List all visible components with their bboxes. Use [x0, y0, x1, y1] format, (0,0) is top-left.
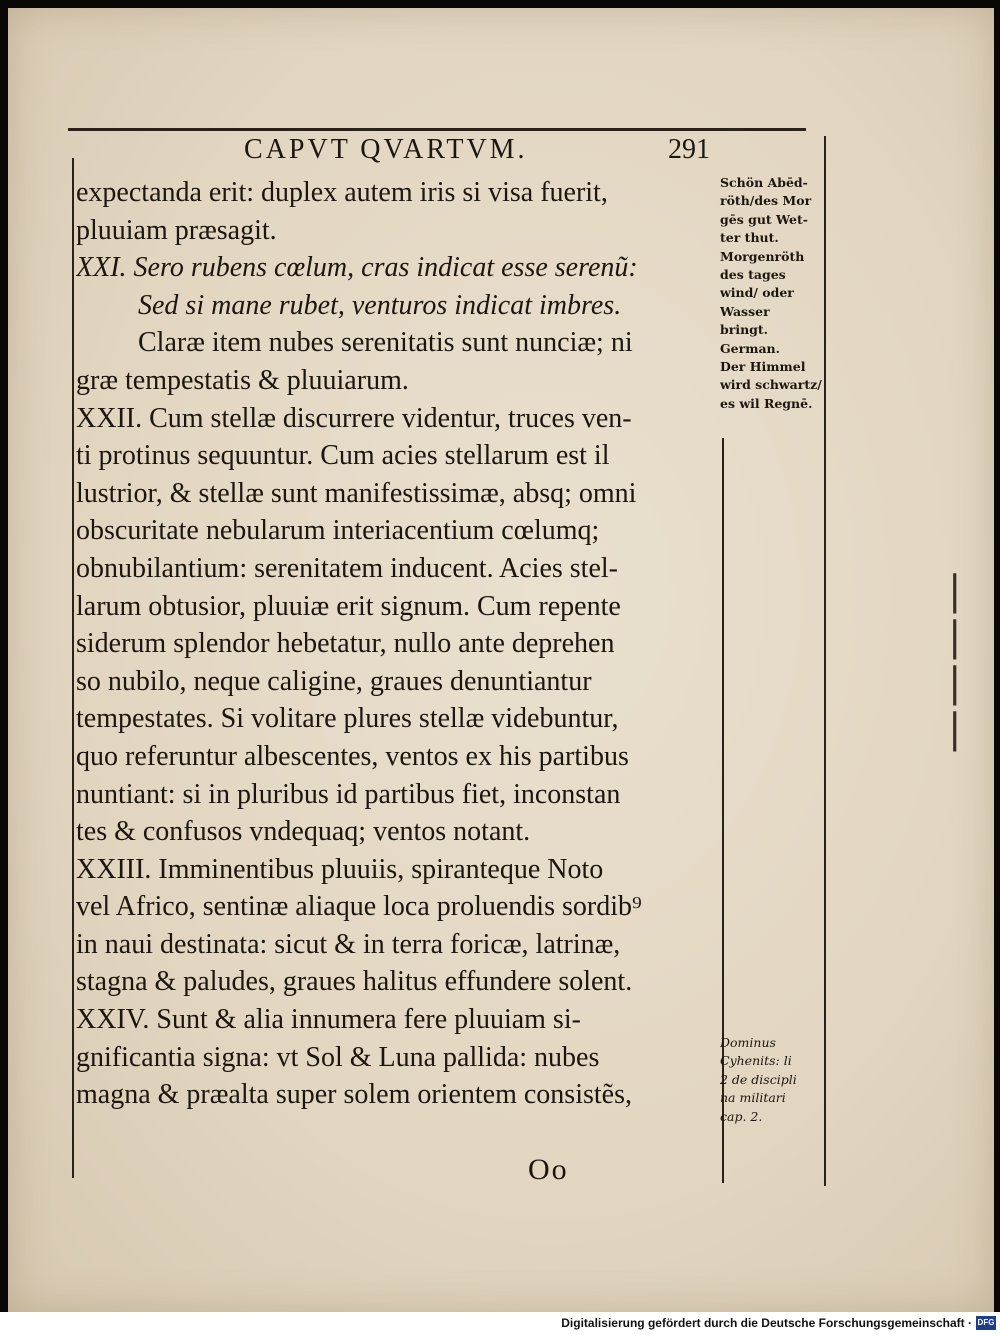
text-line: tempestates. Si volitare plures stellæ videbuntur, — [76, 703, 619, 735]
margin-note-line: röth/des Mor — [720, 193, 812, 209]
text-line: in naui destinata: sicut & in terra foricæ, latrinæ, — [76, 928, 621, 960]
margin-note-line: Cyhenits: li — [720, 1053, 792, 1069]
page-edge-marks: | | | | — [948, 568, 966, 752]
margin-column-right-rule — [824, 136, 826, 1186]
text-line: græ tempestatis & pluuiarum. — [76, 364, 409, 396]
book-page — [8, 8, 994, 1312]
text-line: XXIV. Sunt & alia innumera fere pluuiam si- — [76, 1004, 581, 1036]
running-title: CAPVT QVARTVM. — [244, 134, 528, 165]
margin-note-line: Wasser — [720, 303, 770, 319]
margin-note-german-proverb — [720, 174, 824, 413]
text-line: XXI. Sero rubens cœlum, cras indicat esse serenũ: — [76, 252, 638, 284]
margin-note-line: 2 de discipli — [720, 1071, 797, 1087]
text-line: larum obtusior, pluuiæ erit signum. Cum repente — [76, 590, 621, 622]
text-line: stagna & paludes, graues halitus effundere solent. — [76, 966, 633, 998]
margin-note-line: cap. 2. — [720, 1108, 763, 1124]
margin-note-line: Schön Abēd- — [720, 175, 808, 190]
margin-note-line: es wil Regnē. — [720, 395, 813, 411]
margin-note-line: na militari — [720, 1090, 786, 1106]
text-line: expectanda erit: duplex autem iris si visa fuerit, — [76, 177, 608, 208]
margin-note-line: Morgenröth — [720, 248, 805, 264]
margin-note-line: wind/ oder — [720, 285, 794, 301]
margin-note-line: German. — [720, 340, 780, 356]
text-line: XXIII. Imminentibus pluuiis, spiranteque Noto — [76, 853, 604, 885]
text-line: siderum splendor hebetatur, nullo ante deprehen — [76, 628, 615, 660]
margin-note-line: ter thut. — [720, 230, 779, 246]
text-line: magna & præalta super solem orientem consistẽs, — [76, 1079, 632, 1111]
text-line: lustrior, & stellæ sunt manifestissimæ, absq; omni — [76, 477, 637, 509]
text-line: vel Africo, sentinæ aliaque loca proluendis sordib⁹ — [76, 891, 642, 923]
margin-note-line: bringt. — [720, 322, 769, 338]
text-line: nuntiant: si in pluribus id partibus fiet, inconstan — [76, 778, 621, 810]
text-line: gnificantia signa: vt Sol & Luna pallida: nubes — [76, 1041, 600, 1073]
page-number: 291 — [668, 134, 710, 165]
footer-credit: Digitalisierung gefördert durch die Deutsche Forschungsgemeinschaft · — [561, 1316, 972, 1330]
margin-note-citation — [720, 1034, 824, 1126]
dfg-logo: DFG — [976, 1316, 996, 1330]
text-line: so nubilo, neque caligine, graues denuntiantur — [76, 665, 592, 697]
digitization-footer — [0, 1312, 1000, 1336]
margin-note-line: gēs gut Wet- — [720, 211, 808, 227]
margin-note-line: wird schwartz/ — [720, 377, 822, 393]
signature-mark: Oo — [528, 1153, 569, 1186]
main-text-block — [76, 174, 726, 1114]
text-line: Sed si mane rubet, venturos indicat imbres. — [138, 289, 622, 321]
text-line: Claræ item nubes serenitatis sunt nunciæ; ni — [138, 327, 633, 359]
text-line: ti protinus sequuntur. Cum acies stellarum est il — [76, 440, 610, 472]
header-rule — [68, 128, 806, 131]
text-line: obscuritate nebularum interiacentium cœlumq; — [76, 515, 600, 547]
margin-note-line: Der Himmel — [720, 359, 806, 375]
text-line: XXII. Cum stellæ discurrere videntur, truces ven- — [76, 402, 632, 434]
text-line: obnubilantium: serenitatem inducent. Acies stel- — [76, 552, 618, 584]
text-line: quo referuntur albescentes, ventos ex his partibus — [76, 740, 629, 772]
left-column-rule — [72, 158, 74, 1178]
text-line: tes & confusos vndequaq; ventos notant. — [76, 816, 531, 848]
margin-note-line: Dominus — [720, 1035, 776, 1050]
margin-note-line: des tages — [720, 267, 786, 283]
text-line: pluuiam præsagit. — [76, 214, 277, 246]
